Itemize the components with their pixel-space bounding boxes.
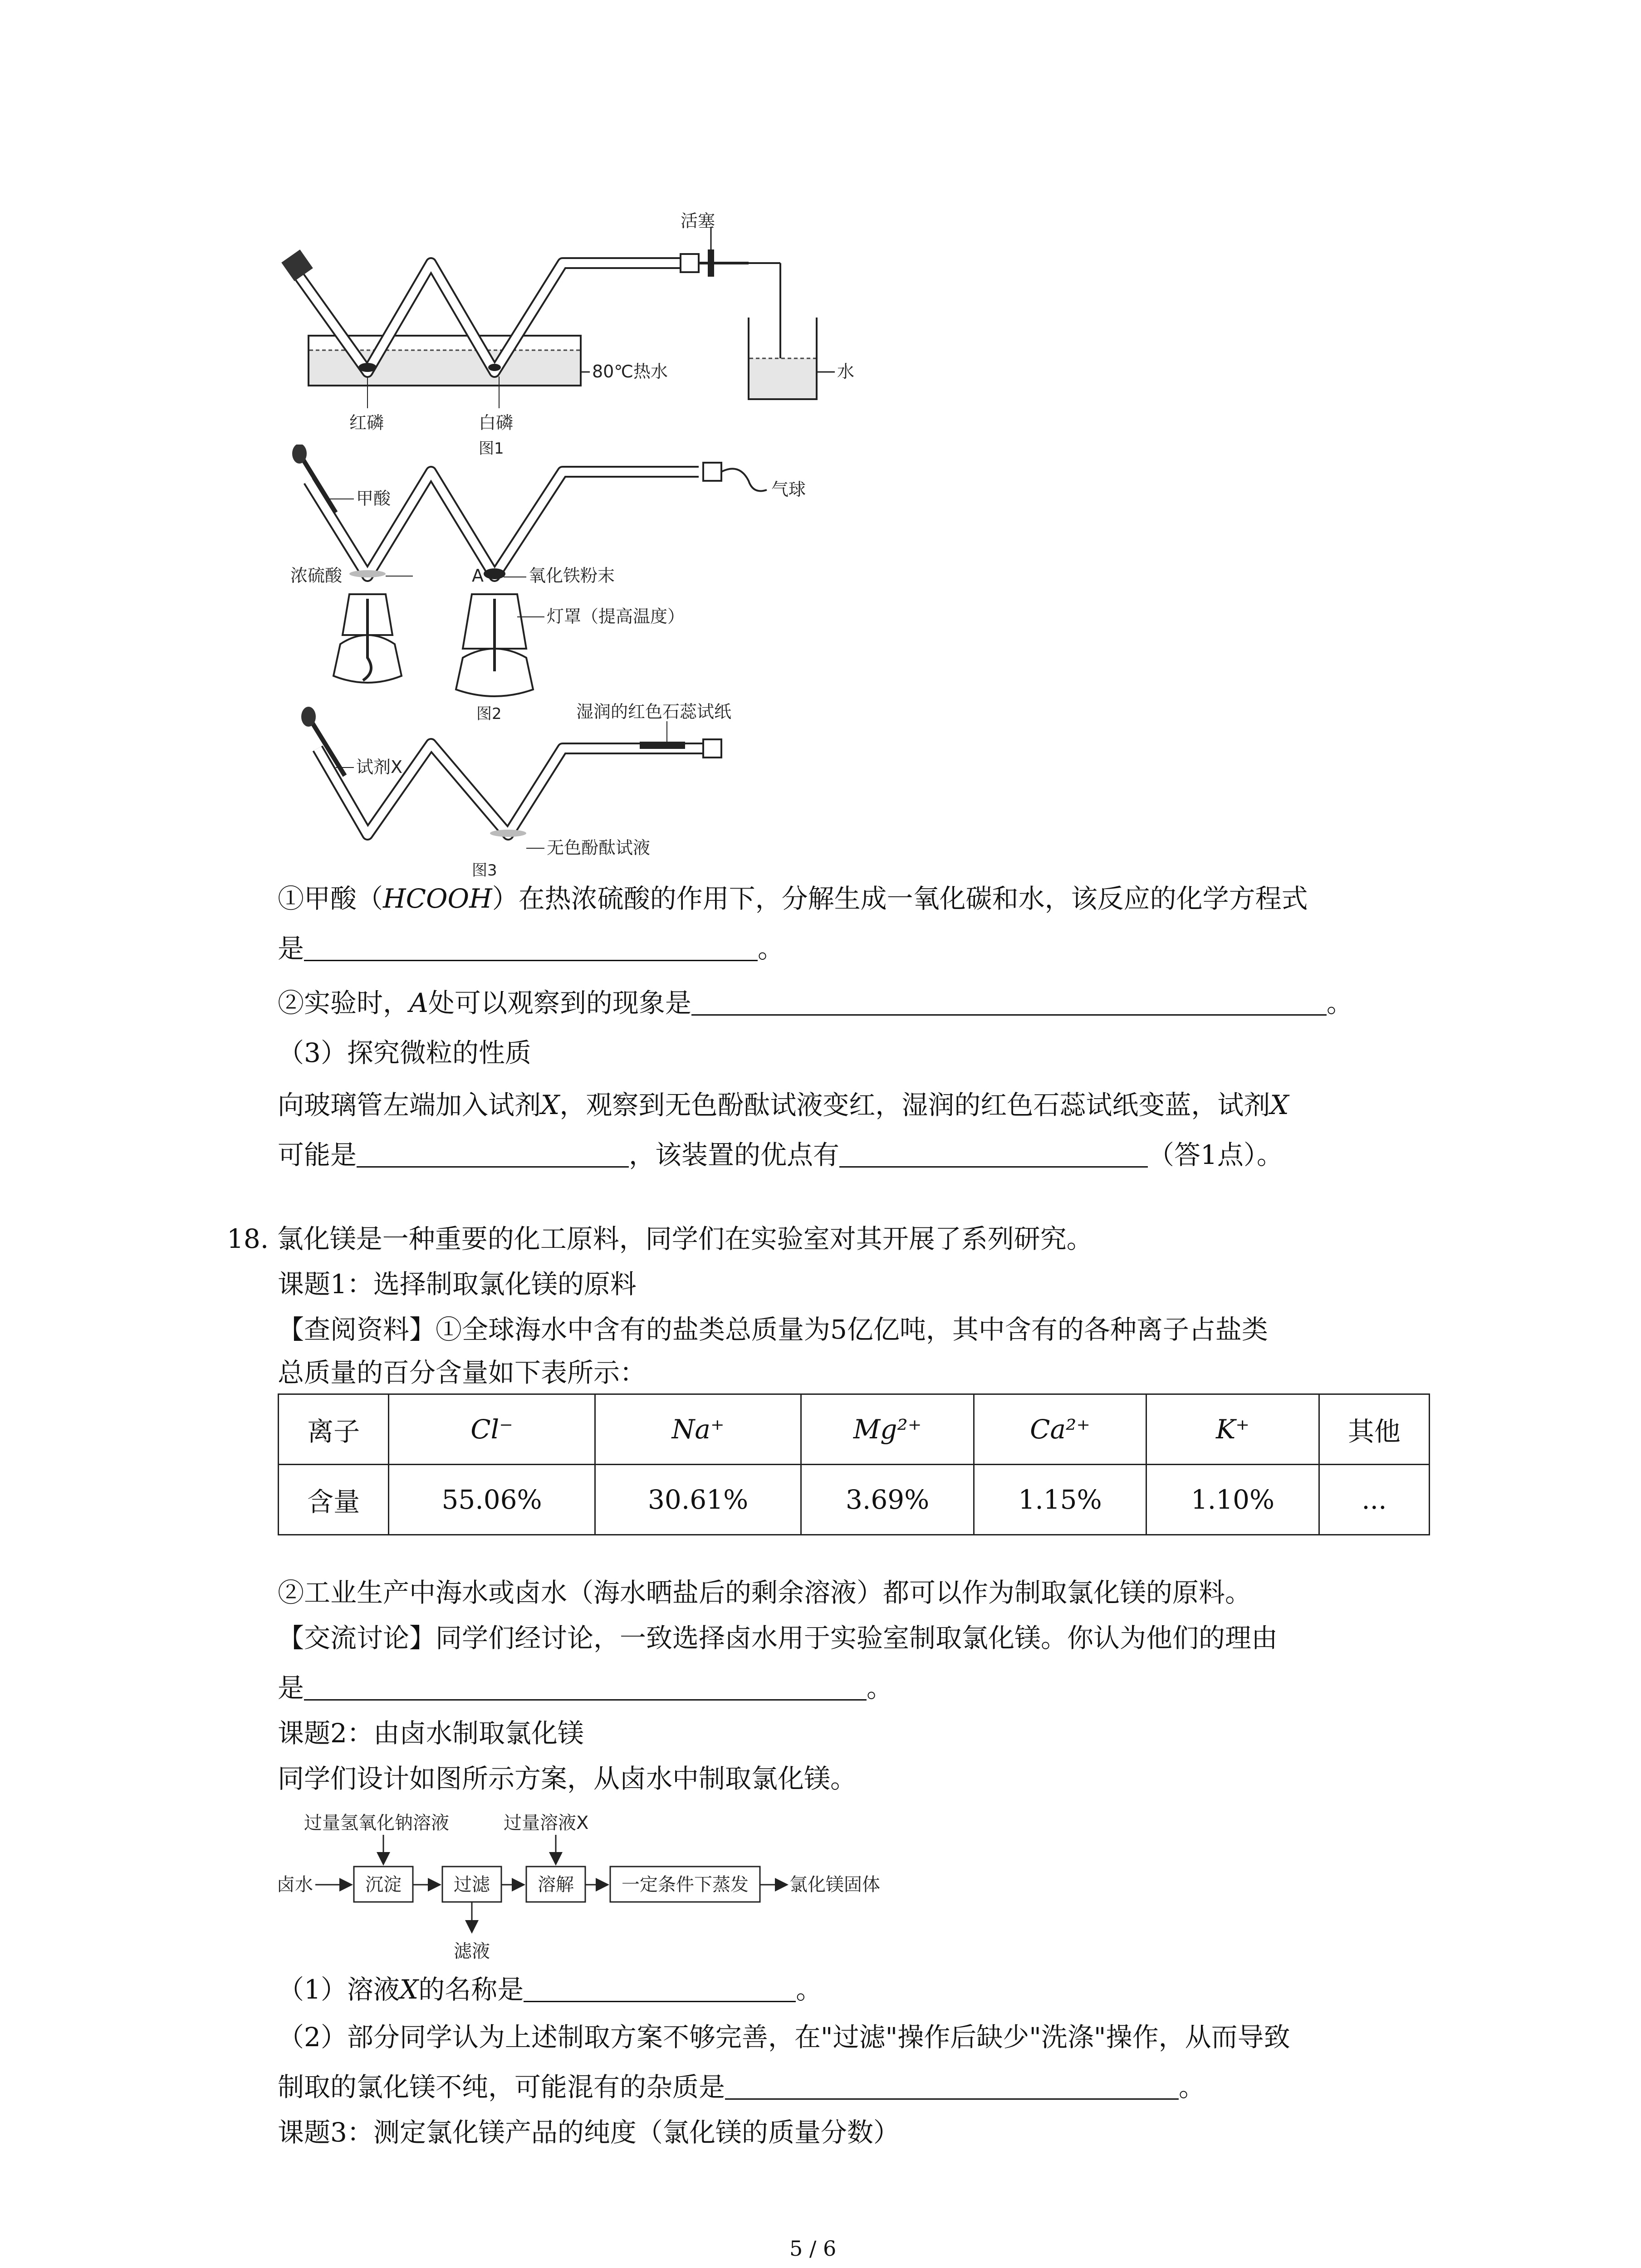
litmus-paper-label: 湿润的红色石蕊试纸	[576, 702, 732, 722]
red-phosphorus-label: 红磷	[349, 413, 384, 433]
figure-3-apparatus	[272, 699, 907, 880]
q18-info2: ②工业生产中海水或卤水（海水晒盐后的剩余溶液）都可以作为制取氯化镁的原料。	[278, 1577, 1252, 1608]
lampshade-label: 灯罩（提高温度）	[547, 606, 685, 626]
table-header: K⁺	[1146, 1394, 1319, 1465]
q17-part1-line1: ①甲酸（HCOOH）在热浓硫酸的作用下，分解生成一氧化碳和水，该反应的化学方程式	[278, 883, 1308, 914]
filter-label: 过滤	[454, 1874, 490, 1895]
table-header: 其他	[1319, 1394, 1429, 1465]
answer-blank-reagent[interactable]	[357, 1140, 629, 1168]
white-phosphorus-label: 白磷	[479, 413, 514, 433]
brine-process-flowchart	[277, 1810, 935, 1973]
q18-info1-line2: 总质量的百分含量如下表所示：	[278, 1357, 647, 1388]
naoh-label: 过量氢氧化钠溶液	[304, 1813, 449, 1833]
stopcock-label: 活塞	[681, 211, 715, 231]
precipitate-label: 沉淀	[365, 1874, 402, 1895]
figure-1-caption: 图1	[479, 440, 504, 458]
q17-part2: ②实验时，A处可以观察到的现象是 。	[278, 987, 1353, 1018]
point-a-label: A	[472, 566, 484, 586]
table-header: 离子	[279, 1394, 389, 1465]
table-header: Ca²⁺	[974, 1394, 1146, 1465]
reagent-x-label: 试剂X	[356, 757, 403, 777]
q17-part3-line1: 向玻璃管左端加入试剂X，观察到无色酚酞试液变红，湿润的红色石蕊试纸变蓝，试剂X	[278, 1090, 1289, 1120]
q17-part3-line2: 可能是 ，该装置的优点有 （答1点）。	[278, 1139, 1283, 1170]
table-header: Mg²⁺	[801, 1394, 974, 1465]
conc-sulfuric-label: 浓硫酸	[290, 566, 343, 586]
q18-intro: 18. 氯化镁是一种重要的化工原料，同学们在实验室对其开展了系列研究。	[227, 1223, 1093, 1254]
q18-topic2: 课题2：由卤水制取氯化镁	[278, 1718, 584, 1749]
question-number: 18.	[227, 1223, 269, 1254]
page-number: 5 / 6	[789, 2236, 837, 2261]
ion-content-table	[278, 1393, 1430, 1535]
answer-blank-phenomenon[interactable]	[691, 988, 1327, 1016]
figure-2-apparatus	[272, 445, 907, 726]
solution-x-label: 过量溶液X	[504, 1813, 589, 1833]
hot-water-label: 80℃热水	[592, 362, 668, 381]
answer-blank-advantage[interactable]	[839, 1140, 1148, 1168]
figure-1-apparatus	[272, 209, 907, 463]
q18-sub2-line2: 制取的氯化镁不纯，可能混有的杂质是 。	[278, 2072, 1205, 2102]
iron-oxide-label: 氧化铁粉末	[529, 566, 615, 586]
figure-3-caption: 图3	[472, 861, 497, 880]
table-row	[279, 1465, 1430, 1535]
brine-label: 卤水	[277, 1874, 313, 1895]
table-row	[279, 1394, 1430, 1465]
q18-info1-line1: 【查阅资料】①全球海水中含有的盐类总质量为5亿亿吨，其中含有的各种离子占盐类	[278, 1314, 1268, 1345]
q17-part1-line2: 是 。	[278, 933, 784, 964]
formic-acid-label: 甲酸	[356, 489, 391, 508]
filtrate-label: 滤液	[454, 1941, 490, 1962]
answer-blank-impurity[interactable]	[725, 2072, 1179, 2100]
table-cell: 含量	[279, 1465, 389, 1535]
table-cell: 1.10%	[1146, 1465, 1319, 1535]
figure-2-caption: 图2	[476, 705, 502, 723]
table-cell: 55.06%	[389, 1465, 595, 1535]
balloon-label: 气球	[771, 479, 806, 499]
q18-topic3: 课题3：测定氯化镁产品的纯度（氯化镁的质量分数）	[278, 2117, 900, 2148]
water-label: 水	[837, 362, 855, 381]
q18-plan: 同学们设计如图所示方案，从卤水中制取氯化镁。	[278, 1763, 857, 1794]
answer-blank-equation[interactable]	[304, 934, 758, 961]
evaporate-label: 一定条件下蒸发	[622, 1874, 749, 1895]
answer-blank-solution-x[interactable]	[524, 1975, 796, 2002]
q18-discuss-line2: 是 。	[278, 1672, 893, 1703]
dissolve-label: 溶解	[538, 1874, 574, 1895]
table-cell: 1.15%	[974, 1465, 1146, 1535]
product-label: 氯化镁固体	[789, 1874, 880, 1895]
table-header: Na⁺	[595, 1394, 801, 1465]
q18-topic1: 课题1：选择制取氯化镁的原料	[278, 1269, 637, 1300]
table-header: Cl⁻	[389, 1394, 595, 1465]
q18-sub1: （1）溶液X的名称是 。	[278, 1974, 823, 2005]
phenolphthalein-label: 无色酚酞试液	[547, 838, 651, 858]
table-cell: ...	[1319, 1465, 1429, 1535]
table-cell: 30.61%	[595, 1465, 801, 1535]
q18-sub2-line1: （2）部分同学认为上述制取方案不够完善，在"过滤"操作后缺少"洗涤"操作，从而导致	[278, 2022, 1290, 2053]
answer-blank-reason[interactable]	[304, 1673, 867, 1701]
q18-discuss-line1: 【交流讨论】同学们经讨论，一致选择卤水用于实验室制取氯化镁。你认为他们的理由	[278, 1623, 1278, 1653]
table-cell: 3.69%	[801, 1465, 974, 1535]
q17-part3-title: （3）探究微粒的性质	[278, 1037, 531, 1068]
